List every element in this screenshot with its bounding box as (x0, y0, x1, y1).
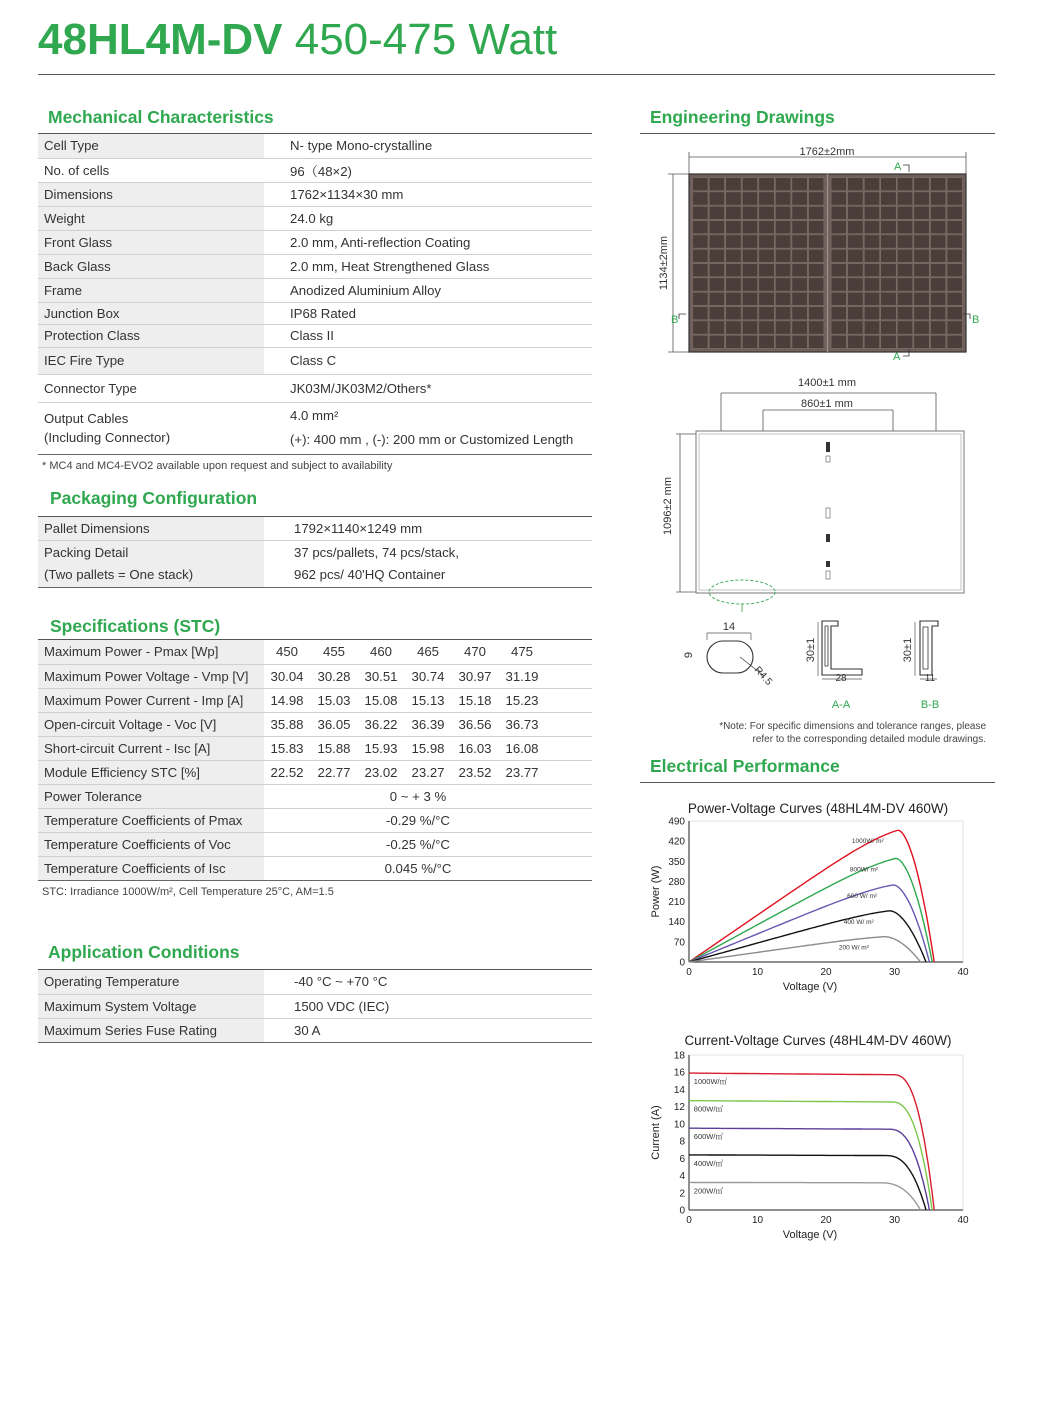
table-row (38, 970, 592, 994)
table-row (38, 712, 592, 736)
spec-value: 30.51 (358, 664, 404, 688)
x-tick-label: 0 (686, 967, 692, 978)
table-row (38, 324, 592, 347)
pallet-dimensions-value: 1792×1140×1249 mm (264, 517, 592, 540)
output-cables-value1: 4.0 mm² (290, 408, 339, 423)
series-label: 200W/㎡ (693, 1186, 723, 1196)
module-back-view (696, 431, 964, 612)
spec-value: 30.04 (264, 664, 310, 688)
spec-key: Power Tolerance (38, 784, 264, 808)
specs-heading: Specifications (STC) (50, 616, 221, 636)
front-width-label: 1762±2mm (799, 146, 855, 158)
hole-height-label: 9 (683, 651, 695, 659)
x-tick-label: 30 (888, 967, 901, 978)
series-label: 1000W/㎡ (693, 1077, 728, 1087)
table-row (38, 402, 592, 454)
spec-value: 15.08 (358, 688, 404, 712)
series-label: 600 W/ m² (847, 892, 878, 900)
packaging-table (38, 517, 592, 588)
output-cables-value2: (+): 400 mm , (-): 200 mm or Customized Length (290, 432, 574, 447)
spec-key: Module Efficiency STC [%] (38, 760, 264, 784)
spec-value: 22.77 (310, 760, 358, 784)
y-tick-label: 280 (668, 876, 685, 888)
spec-value: 16.08 (498, 736, 546, 760)
mech-key: Weight (38, 206, 264, 230)
model-name: 48HL4M-DV (38, 15, 283, 64)
spec-value: 23.77 (498, 760, 546, 784)
mech-value: 2.0 mm, Anti-reflection Coating (264, 230, 592, 254)
y-tick-label: 6 (679, 1153, 685, 1165)
mech-value: 2.0 mm, Heat Strengthened Glass (264, 254, 592, 278)
section-b-b-profile (902, 621, 939, 711)
mech-key: Cell Type (38, 134, 264, 158)
mech-key: Connector Type (38, 374, 264, 402)
spec-value: 455 (310, 640, 358, 664)
aa-height-label: 30±1 (805, 637, 817, 663)
spec-spacer (546, 712, 592, 736)
packing-detail-line2: (Two pallets = One stack) (44, 566, 194, 582)
spec-key: Temperature Coefficients of Pmax (38, 808, 264, 832)
section-b-left-label: B (671, 314, 679, 326)
y-tick-label: 210 (668, 897, 685, 909)
spec-key: Open-circuit Voltage - Voc [V] (38, 712, 264, 736)
mech-key: No. of cells (38, 158, 264, 182)
x-tick-label: 10 (751, 1215, 764, 1226)
table-row (38, 832, 592, 856)
series-label: 200 W/ m² (838, 944, 869, 952)
mechanical-heading: Mechanical Characteristics (48, 107, 274, 127)
app-value: 1500 VDC (IEC) (264, 994, 592, 1018)
spec-value: 15.98 (404, 736, 452, 760)
y-tick-label: 8 (679, 1136, 685, 1148)
table-row (38, 994, 592, 1018)
x-tick-label: 30 (888, 1215, 901, 1226)
table-row (38, 254, 592, 278)
table-row (38, 736, 592, 760)
spec-value: 36.73 (498, 712, 546, 736)
back-inner-label: 860±1 mm (801, 398, 853, 410)
spec-value: 15.23 (498, 688, 546, 712)
app-value: -40 °C ~ +70 °C (264, 970, 592, 994)
aa-width-label: 28 (835, 673, 847, 684)
spec-key: Maximum Power Current - Imp [A] (38, 688, 264, 712)
mech-value: IP68 Rated (264, 302, 592, 324)
y-tick-label: 0 (679, 1205, 685, 1217)
x-tick-label: 20 (820, 1215, 832, 1226)
spec-value: 15.93 (358, 736, 404, 760)
spec-value: 36.22 (358, 712, 404, 736)
table-row (38, 182, 592, 206)
spec-value: 0 ~ + 3 % (264, 784, 592, 808)
application-heading: Application Conditions (48, 942, 240, 962)
module-front-view (689, 174, 966, 352)
table-row (38, 664, 592, 688)
spec-value: 16.03 (452, 736, 498, 760)
app-key: Maximum System Voltage (38, 994, 264, 1018)
series-label: 400W/㎡ (693, 1158, 723, 1168)
spec-spacer (546, 640, 592, 664)
spec-value: 30.28 (310, 664, 358, 688)
spec-value: -0.29 %/°C (264, 808, 592, 832)
packaging-heading: Packaging Configuration (50, 488, 258, 508)
mech-value: Class C (264, 347, 592, 374)
x-tick-label: 40 (957, 967, 969, 978)
spec-value: 460 (358, 640, 404, 664)
spec-value: 36.39 (404, 712, 452, 736)
plot-area (689, 1055, 963, 1210)
series-label: 400 W/ m² (843, 918, 874, 926)
section-a-top-label: A (894, 161, 902, 173)
x-axis-label: Voltage (V) (782, 1229, 838, 1241)
mech-key: Junction Box (38, 302, 264, 324)
spec-value: 30.74 (404, 664, 452, 688)
chart-title: Power-Voltage Curves (48HL4M-DV 460W) (687, 801, 949, 816)
mech-key: Front Glass (38, 230, 264, 254)
output-cables-line1: Output Cables (44, 411, 129, 426)
front-height-label: 1134±2mm (658, 235, 670, 291)
y-tick-label: 18 (673, 1050, 685, 1062)
spec-key: Temperature Coefficients of Isc (38, 856, 264, 880)
y-tick-label: 14 (673, 1084, 685, 1096)
spec-value: 31.19 (498, 664, 546, 688)
application-table (38, 970, 592, 1043)
spec-value: 475 (498, 640, 546, 664)
x-axis-label: Voltage (V) (782, 981, 838, 993)
y-tick-label: 140 (668, 917, 685, 929)
stc-note: STC: Irradiance 1000W/m², Cell Temperature 25°C, AM=1.5 (42, 886, 334, 898)
mech-key: Back Glass (38, 254, 264, 278)
y-tick-label: 10 (673, 1119, 685, 1131)
mech-key: Protection Class (38, 324, 264, 347)
packing-detail-label (38, 540, 264, 587)
page-title (38, 14, 557, 66)
spec-value: 35.88 (264, 712, 310, 736)
mechanical-footnote: * MC4 and MC4-EVO2 available upon request and subject to availability (42, 460, 393, 472)
spec-key: Maximum Power Voltage - Vmp [V] (38, 664, 264, 688)
mech-value: 96（48×2) (264, 158, 592, 182)
chart-title: Current-Voltage Curves (48HL4M-DV 460W) (684, 1033, 952, 1048)
x-tick-label: 10 (751, 967, 764, 978)
mech-value: Class II (264, 324, 592, 347)
spec-value: 23.02 (358, 760, 404, 784)
electrical-heading: Electrical Performance (650, 756, 840, 776)
y-axis-label: Current (A) (650, 1105, 662, 1160)
mech-key: Frame (38, 278, 264, 302)
spec-value: 30.97 (452, 664, 498, 688)
table-row (38, 230, 592, 254)
app-key: Maximum Series Fuse Rating (38, 1018, 264, 1042)
y-tick-label: 70 (673, 937, 685, 949)
table-row (38, 760, 592, 784)
aa-section-label: A-A (831, 699, 851, 711)
spec-value: 15.83 (264, 736, 310, 760)
y-tick-label: 12 (673, 1102, 685, 1114)
spec-value: 470 (452, 640, 498, 664)
section-a-a-profile (805, 621, 862, 711)
mech-value: JK03M/JK03M2/Others* (264, 374, 592, 402)
y-tick-label: 16 (673, 1067, 685, 1079)
table-row (38, 134, 592, 158)
section-b-right-label: B (972, 314, 980, 326)
bb-height-label: 30±1 (902, 637, 914, 663)
output-cables-label (38, 402, 264, 454)
spec-value: 450 (264, 640, 310, 664)
spec-value: 23.27 (404, 760, 452, 784)
table-row (38, 517, 592, 540)
spec-value: 0.045 %/°C (264, 856, 592, 880)
bb-width-label: 11 (924, 673, 936, 684)
drawings-heading: Engineering Drawings (650, 107, 835, 127)
output-cables-value (264, 402, 592, 454)
power-voltage-chart (640, 795, 995, 1005)
mechanical-table (38, 134, 592, 455)
pallet-dimensions-label: Pallet Dimensions (38, 517, 264, 540)
spec-value: 23.52 (452, 760, 498, 784)
spec-value: 15.03 (310, 688, 358, 712)
spec-value: 15.88 (310, 736, 358, 760)
mech-value: Anodized Aluminium Alloy (264, 278, 592, 302)
y-axis-label: Power (W) (650, 865, 662, 918)
table-row (38, 784, 592, 808)
series-label: 800W/㎡ (693, 1104, 723, 1114)
packing-detail-value2: 962 pcs/ 40'HQ Container (294, 566, 446, 582)
mech-value: 24.0 kg (264, 206, 592, 230)
x-tick-label: 0 (686, 1215, 692, 1226)
mech-key: IEC Fire Type (38, 347, 264, 374)
spec-value: 22.52 (264, 760, 310, 784)
mech-value: 1762×1134×30 mm (264, 182, 592, 206)
table-row (38, 1018, 592, 1042)
electrical-rule (640, 782, 995, 783)
engineering-drawings (640, 134, 1000, 754)
table-row (38, 374, 592, 402)
spec-value: 36.56 (452, 712, 498, 736)
mech-value: N- type Mono-crystalline (264, 134, 592, 158)
x-tick-label: 40 (957, 1215, 969, 1226)
drawing-note-line2: refer to the corresponding detailed module drawings. (752, 734, 986, 745)
title-divider (38, 74, 995, 75)
y-tick-label: 4 (679, 1171, 685, 1183)
spec-spacer (546, 736, 592, 760)
back-height-label: 1096±2 mm (662, 476, 674, 536)
table-row (38, 808, 592, 832)
table-row (38, 206, 592, 230)
packing-detail-value (264, 540, 592, 587)
specs-table (38, 640, 592, 881)
output-cables-line2: (Including Connector) (44, 430, 171, 445)
mounting-hole-detail (683, 621, 774, 688)
y-tick-label: 420 (668, 836, 685, 848)
mech-key: Dimensions (38, 182, 264, 206)
table-row (38, 688, 592, 712)
spec-value: 15.13 (404, 688, 452, 712)
spec-key: Temperature Coefficients of Voc (38, 832, 264, 856)
y-tick-label: 0 (679, 957, 685, 969)
spec-value: 14.98 (264, 688, 310, 712)
packing-detail-line1: Packing Detail (44, 544, 129, 560)
table-row (38, 856, 592, 880)
spec-value: 36.05 (310, 712, 358, 736)
drawing-note-line1: *Note: For specific dimensions and tolerance ranges, please (719, 721, 986, 732)
app-value: 30 A (264, 1018, 592, 1042)
table-row (38, 640, 592, 664)
table-row (38, 302, 592, 324)
y-tick-label: 350 (668, 856, 685, 868)
packing-detail-value1: 37 pcs/pallets, 74 pcs/stack, (294, 544, 459, 560)
hole-radius-label: R4.5 (751, 664, 775, 688)
spec-spacer (546, 760, 592, 784)
table-row (38, 540, 592, 587)
x-tick-label: 20 (820, 967, 832, 978)
series-label: 800W/ m² (849, 866, 879, 874)
current-voltage-chart (640, 1027, 995, 1252)
section-a-bottom-label: A (893, 351, 901, 363)
table-row (38, 347, 592, 374)
power-range: 450-475 Watt (294, 15, 558, 64)
spec-value: 465 (404, 640, 452, 664)
spec-key: Short-circuit Current - Isc [A] (38, 736, 264, 760)
y-tick-label: 2 (679, 1188, 685, 1200)
spec-key: Maximum Power - Pmax [Wp] (38, 640, 264, 664)
back-outer-label: 1400±1 mm (797, 377, 857, 389)
bb-section-label: B-B (920, 699, 940, 711)
spec-spacer (546, 664, 592, 688)
app-key: Operating Temperature (38, 970, 264, 994)
y-tick-label: 490 (668, 816, 685, 828)
table-row (38, 158, 592, 182)
series-label: 1000W/ m² (851, 838, 884, 846)
table-row (38, 278, 592, 302)
spec-value: -0.25 %/°C (264, 832, 592, 856)
spec-spacer (546, 688, 592, 712)
spec-value: 15.18 (452, 688, 498, 712)
hole-width-label: 14 (722, 621, 736, 633)
series-label: 600W/㎡ (693, 1132, 723, 1142)
